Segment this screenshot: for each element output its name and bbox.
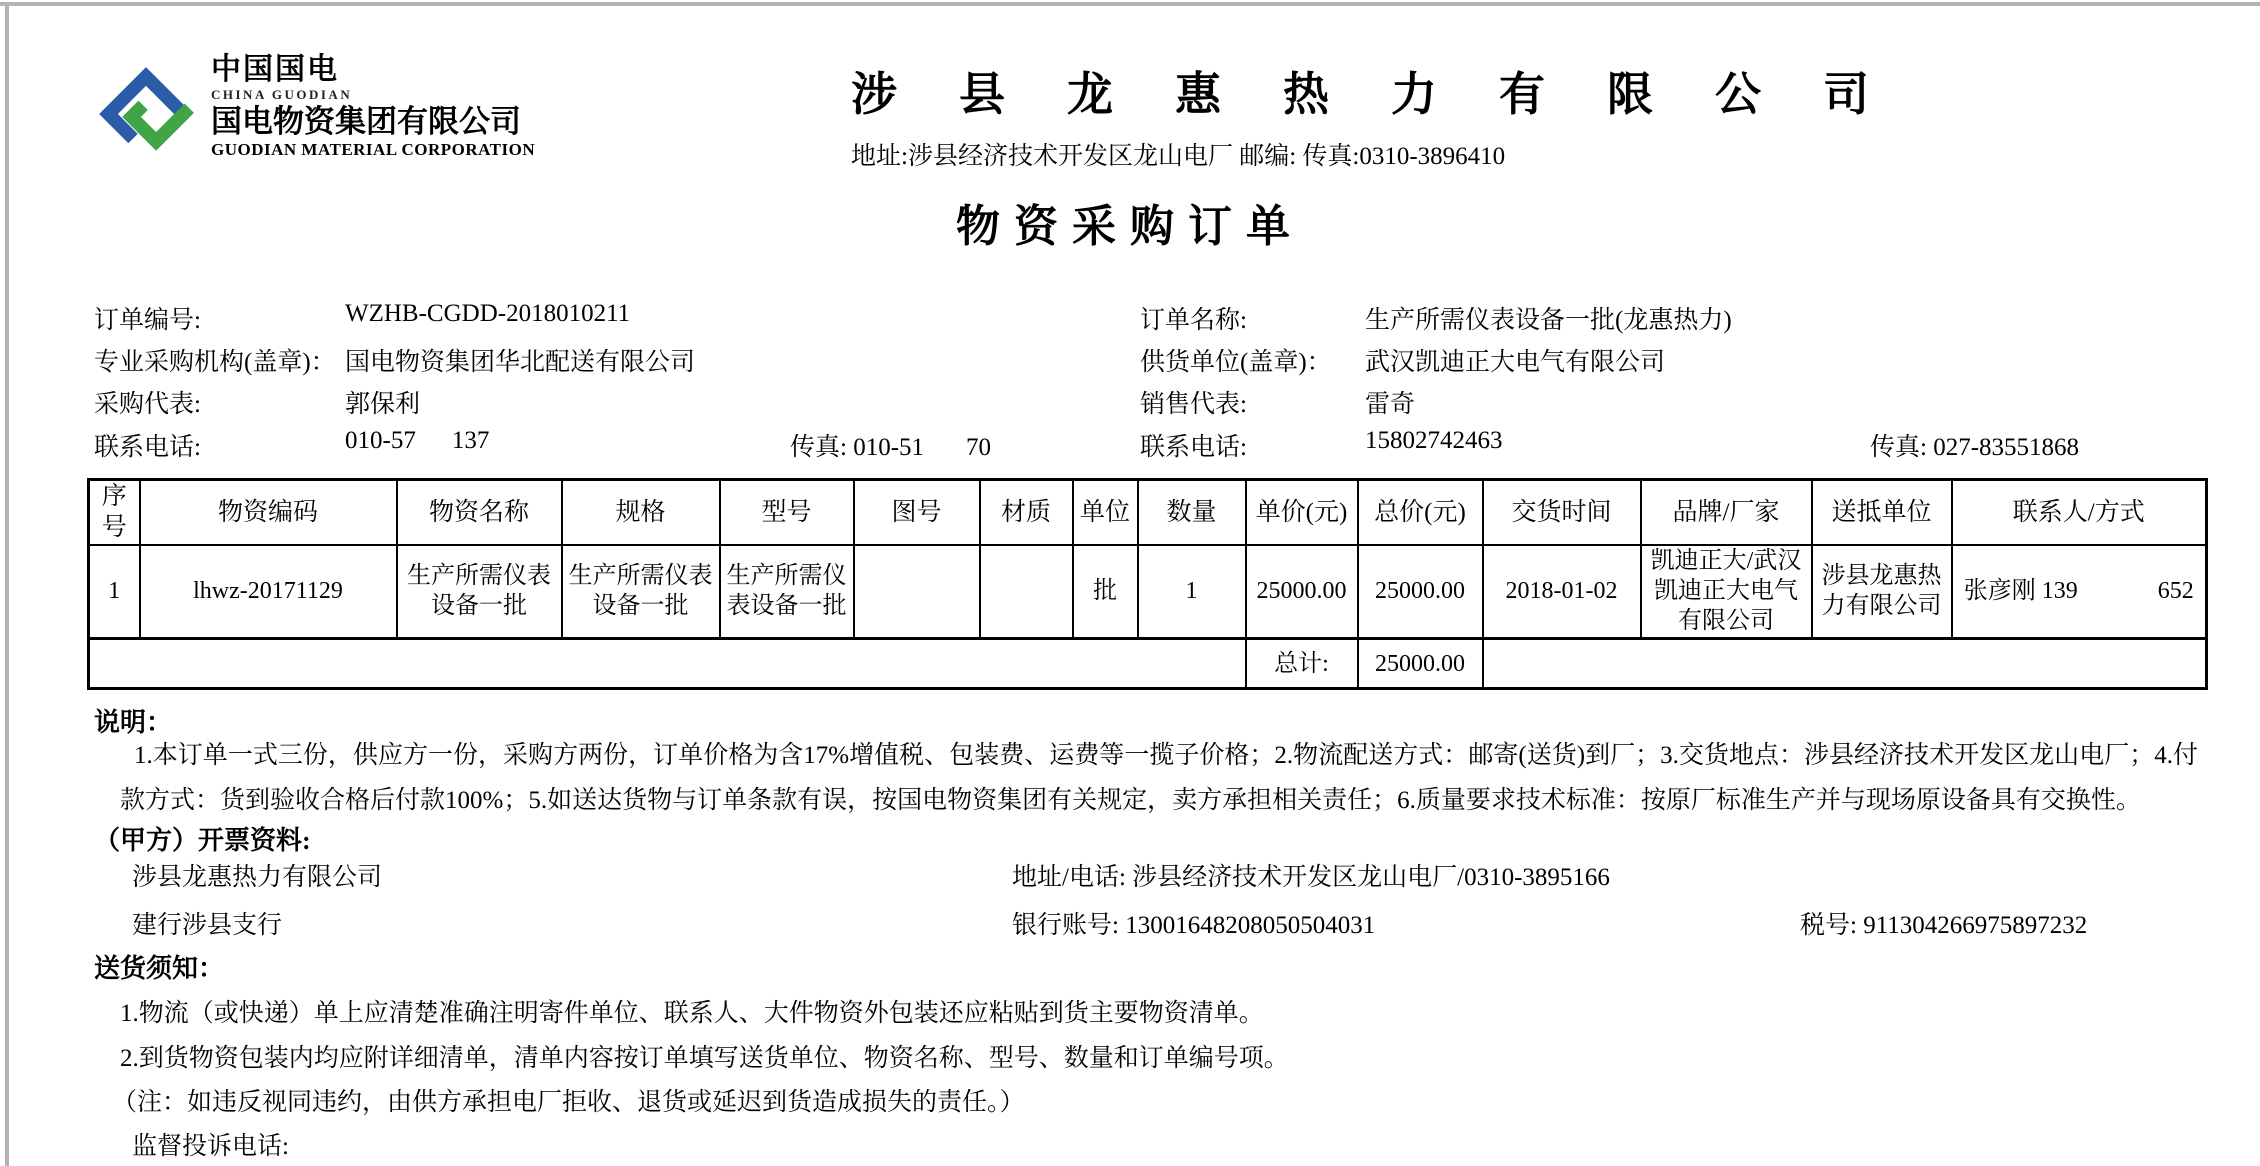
sales-rep-label: 销售代表: <box>1140 391 1247 418</box>
order-name-label: 订单名称: <box>1140 307 1247 334</box>
buyer-rep-label: 采购代表: <box>94 391 201 418</box>
col-header-unit-price: 单价(元) <box>1246 480 1358 545</box>
total-row-spacer-left <box>89 639 1246 689</box>
buyer-fax-suffix: 70 <box>966 434 992 461</box>
buyer-phone-value <box>345 427 489 455</box>
delivery-line-2: 2.到货物资包装内均应附详细清单，清单内容按订单填写送货单位、物资名称、型号、数量和订单编号项。 <box>120 1045 1289 1072</box>
delivery-line-1: 1.物流（或快递）单上应清楚准确注明寄件单位、联系人、大件物资外包装还应粘贴到货主要物资清单。 <box>120 1000 1264 1027</box>
company-name: 涉县龙惠热力有限公司 <box>851 69 1931 120</box>
col-header-ship-to: 送抵单位 <box>1812 480 1952 545</box>
logo-text <box>211 55 535 165</box>
document-title: 物资采购订单 <box>956 202 1304 251</box>
items-table <box>87 478 2208 690</box>
cell-total-price: 25000.00 <box>1358 545 1483 639</box>
contact-name: 张彦刚 <box>1963 578 2042 605</box>
buyer-phone-suffix: 137 <box>451 427 490 454</box>
billing-account-value: 13001648208050504031 <box>1125 912 1376 939</box>
supplier-label: 供货单位(盖章)： <box>1140 349 1332 376</box>
sales-rep-value: 雷奇 <box>1365 391 1416 418</box>
delivery-heading: 送货须知： <box>94 954 225 983</box>
cell-qty: 1 <box>1138 545 1246 639</box>
billing-company: 涉县龙惠热力有限公司 <box>132 864 383 891</box>
redacted-digits <box>2078 597 2158 598</box>
billing-heading: （甲方）开票资料: <box>94 826 311 855</box>
supplier-fax <box>1870 427 2079 463</box>
purchasing-agency-label: 专业采购机构(盖章)： <box>94 349 336 376</box>
logo-cn-line2: 国电物资集团有限公司 <box>211 104 521 139</box>
cell-material <box>980 545 1073 639</box>
guodian-logo-icon <box>95 63 197 165</box>
col-header-contact: 联系人/方式 <box>1952 480 2207 545</box>
order-name-value: 生产所需仪表设备一批(龙惠热力) <box>1365 307 1732 334</box>
order-no-value: WZHB-CGDD-2018010211 <box>345 300 631 327</box>
col-header-drawing: 图号 <box>854 480 980 545</box>
buyer-phone-prefix: 010-57 <box>345 427 416 454</box>
total-row-spacer-right <box>1483 639 2207 689</box>
order-no-label: 订单编号: <box>94 307 201 334</box>
cell-drawing <box>854 545 980 639</box>
guodian-logo <box>95 55 535 165</box>
billing-account <box>1012 905 1375 941</box>
col-header-name: 物资名称 <box>397 480 562 545</box>
info-row <box>1140 427 2080 461</box>
billing-bank: 建行涉县支行 <box>132 912 283 939</box>
billing-tax-value: 911304266975897232 <box>1863 912 2088 939</box>
cell-name: 生产所需仪表设备一批 <box>397 545 562 639</box>
col-header-total-price: 总价(元) <box>1358 480 1483 545</box>
info-row <box>1140 342 1666 376</box>
cell-brand: 凯迪正大/武汉凯迪正大电气有限公司 <box>1641 545 1812 639</box>
cell-model: 生产所需仪表设备一批 <box>720 545 854 639</box>
col-header-code: 物资编码 <box>140 480 397 545</box>
info-row <box>94 300 631 334</box>
col-header-unit: 单位 <box>1073 480 1138 545</box>
notes-body: 1.本订单一式三份，供应方一份，采购方两份，订单价格为含17%增值税、包装费、运费等一揽子价格；2.物流配送方式：邮寄(送货)到厂；3.交货地点：涉县经济技术开发区龙山电厂；4.付款方式：货到验收合格后付款100%；5.如送达货物与订单条款有误，按国电物资集团有关规定，卖方承担相关责任；6.质量要求技术标准：按原厂标准生产并与现场原设备具有交换性。 <box>120 742 2198 814</box>
billing-tax-label: 税号: <box>1800 912 1864 939</box>
supplier-fax-label: 传真: <box>1870 434 1934 461</box>
cell-spec: 生产所需仪表设备一批 <box>562 545 720 639</box>
billing-tax <box>1800 905 2087 941</box>
buyer-fax-label: 传真: <box>790 434 854 461</box>
contact-phone-suffix: 652 <box>2157 578 2194 605</box>
supplier-value: 武汉凯迪正大电气有限公司 <box>1365 349 1666 376</box>
cell-code: lhwz-20171129 <box>140 545 397 639</box>
redacted-digits <box>416 447 452 448</box>
buyer-fax-prefix: 010-51 <box>853 434 925 461</box>
buyer-phone-label: 联系电话: <box>94 434 201 461</box>
col-header-model: 型号 <box>720 480 854 545</box>
notes-heading: 说明： <box>94 708 173 737</box>
col-header-brand: 品牌/厂家 <box>1641 480 1812 545</box>
page-border-left <box>5 2 9 1166</box>
billing-address-label: 地址/电话: <box>1012 864 1133 891</box>
billing-address-value: 涉县经济技术开发区龙山电厂/0310-3895166 <box>1132 864 1610 891</box>
buyer-fax <box>790 427 991 463</box>
col-header-spec: 规格 <box>562 480 720 545</box>
billing-account-label: 银行账号: <box>1012 912 1126 939</box>
billing-address <box>1012 857 1610 893</box>
supplier-fax-value: 027-83551868 <box>1933 434 2080 461</box>
redacted-digits <box>924 454 966 455</box>
col-header-material: 材质 <box>980 480 1073 545</box>
info-row <box>1140 300 1732 334</box>
table-total-row <box>89 639 2207 689</box>
info-row <box>94 427 992 461</box>
supplier-phone-label: 联系电话: <box>1140 434 1247 461</box>
purchasing-agency-value: 国电物资集团华北配送有限公司 <box>345 349 696 376</box>
col-header-qty: 数量 <box>1138 480 1246 545</box>
cell-contact <box>1952 545 2207 639</box>
cell-unit: 批 <box>1073 545 1138 639</box>
company-address: 地址:涉县经济技术开发区龙山电厂 邮编: 传真:0310-3896410 <box>851 143 1506 170</box>
delivery-line-3: （注：如违反视同违约，由供方承担电厂拒收、退货或延迟到货造成损失的责任。） <box>112 1089 1025 1116</box>
table-row <box>89 545 2207 639</box>
total-value: 25000.00 <box>1358 639 1483 689</box>
info-row <box>1140 384 1416 418</box>
info-row <box>94 342 696 376</box>
total-label: 总计: <box>1246 639 1358 689</box>
supplier-phone-value: 15802742463 <box>1365 427 1503 454</box>
col-header-delivery-date: 交货时间 <box>1483 480 1641 545</box>
cell-ship-to: 涉县龙惠热力有限公司 <box>1812 545 1952 639</box>
cell-unit-price: 25000.00 <box>1246 545 1358 639</box>
logo-cn-line1: 中国国电 <box>211 53 339 86</box>
logo-en-line1: CHINA GUODIAN <box>211 87 353 102</box>
page-border-top <box>0 2 2260 6</box>
delivery-line-4: 监督投诉电话: <box>132 1133 289 1160</box>
buyer-rep-value: 郭保利 <box>345 391 421 418</box>
table-header-row <box>89 480 2207 545</box>
logo-en-line2: GUODIAN MATERIAL CORPORATION <box>211 140 536 159</box>
cell-seq: 1 <box>89 545 140 639</box>
cell-delivery-date: 2018-01-02 <box>1483 545 1641 639</box>
col-header-seq: 序号 <box>89 480 140 545</box>
info-row <box>94 384 421 418</box>
contact-phone-prefix: 139 <box>2041 578 2078 605</box>
